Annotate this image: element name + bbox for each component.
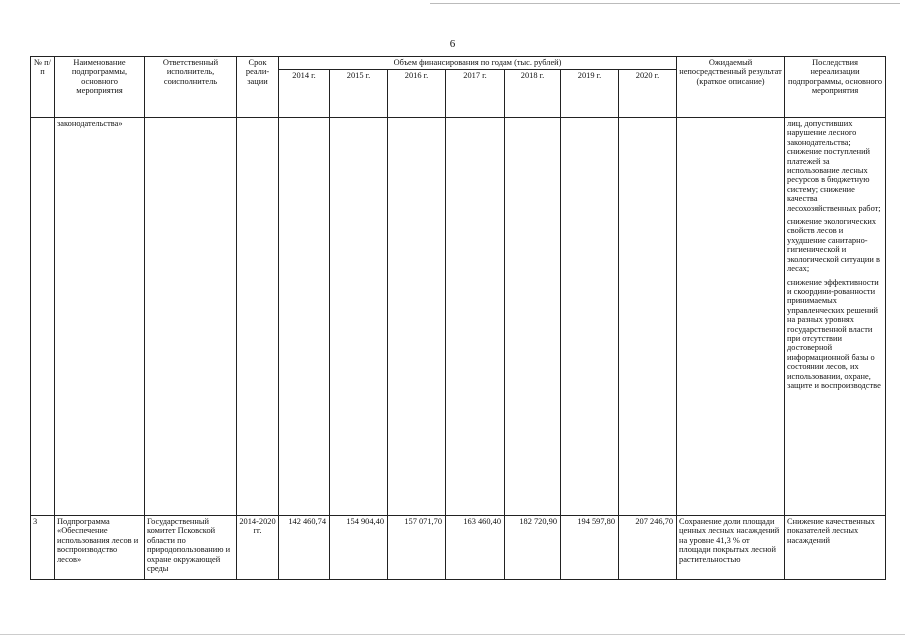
table-row-continued	[31, 118, 886, 516]
consequence-item: снижение эффективности и скоордини-рованности принимаемых управленческих решений на разных уровнях государственной власти при отсутствии достоверной информационной базы о состоянии лесов, их использовании, охране, защите и воспроизводстве	[787, 277, 881, 390]
cell-value-2019: 194 597,80	[561, 516, 619, 580]
cell-value-2018: 182 720,90	[505, 516, 561, 580]
scan-edge-top	[430, 3, 900, 4]
cell-consequences-continued	[785, 118, 886, 516]
header-year-2016: 2016 г.	[388, 70, 446, 118]
scan-edge-bottom	[0, 634, 905, 635]
header-year-2018: 2018 г.	[505, 70, 561, 118]
header-year-2014: 2014 г.	[279, 70, 330, 118]
cell-executor: Государственный комитет Псковской области по природопользованию и охране окружающей среды	[145, 516, 237, 580]
funding-table	[30, 56, 886, 580]
header-consequences: Последствия нереализации подпрограммы, основного мероприятия	[785, 57, 886, 118]
cell-num: 3	[31, 516, 55, 580]
header-term: Срок реали-зации	[237, 57, 279, 118]
header-year-2017: 2017 г.	[446, 70, 505, 118]
header-result: Ожидаемый непосредственный результат (краткое описание)	[677, 57, 785, 118]
cell-value-2020: 207 246,70	[619, 516, 677, 580]
header-funding: Объем финансирования по годам (тыс. рублей)	[279, 57, 677, 70]
table-row-3	[31, 516, 886, 580]
cell-term: 2014-2020 гг.	[237, 516, 279, 580]
cell-result: Сохранение доли площади ценных лесных насаждений на уровне 41,3 % от площади покрытых лесной растительностью	[677, 516, 785, 580]
cell-consequences: Снижение качественных показателей лесных насаждений	[785, 516, 886, 580]
page-number: 6	[449, 38, 456, 50]
cell-value-2016: 157 071,70	[388, 516, 446, 580]
consequence-item: лиц, допустивших нарушение лесного законодательства; снижение поступлений платежей за использование лесных ресурсов в бюджетную систему; снижение качества лесохозяйственных работ;	[787, 119, 881, 213]
cell-value-2017: 163 460,40	[446, 516, 505, 580]
cell-name-continued: законодательства»	[55, 118, 145, 516]
consequence-item: снижение экологических свойств лесов и ухудшение санитарно-гигиенической и экологической ситуации в лесах;	[787, 217, 880, 274]
header-year-2015: 2015 г.	[330, 70, 388, 118]
cell-value-2014: 142 460,74	[279, 516, 330, 580]
header-name: Наименование подпрограммы, основного мероприятия	[55, 57, 145, 118]
header-num: № п/п	[31, 57, 55, 118]
header-executor: Ответственный исполнитель, соисполнитель	[145, 57, 237, 118]
header-year-2019: 2019 г.	[561, 70, 619, 118]
header-year-2020: 2020 г.	[619, 70, 677, 118]
cell-name: Подпрограмма «Обеспечение использования лесов и воспроизводство лесов»	[55, 516, 145, 580]
cell-value-2015: 154 904,40	[330, 516, 388, 580]
